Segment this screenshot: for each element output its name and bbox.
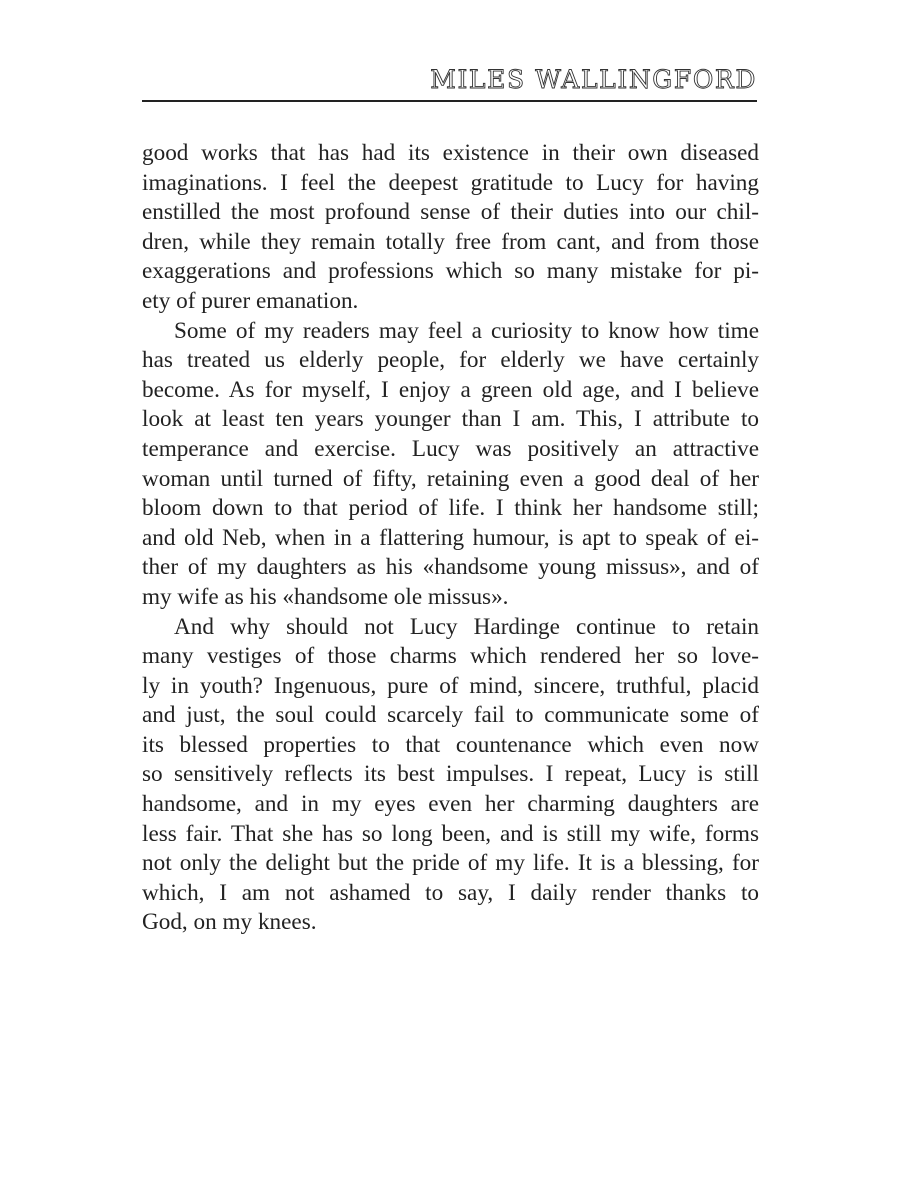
text-line: ety of purer emanation. <box>142 287 359 314</box>
text-line: handsome, and in my eyes even her charming daughters are <box>142 791 759 818</box>
text-line: its blessed properties to that countenance which even now <box>142 731 759 758</box>
text-line: and just, the soul could scarcely fail to communicate some of <box>142 702 759 729</box>
text-line: exaggerations and professions which so many mistake for pi- <box>142 258 759 285</box>
paragraph-2 <box>142 317 759 613</box>
text-line: And why should not Lucy Hardinge continue to retain <box>174 613 759 640</box>
text-line: and old Neb, when in a flattering humour, is apt to speak of ei- <box>142 524 759 551</box>
text-line: enstilled the most profound sense of their duties into our chil- <box>142 199 759 226</box>
paragraph-1 <box>142 139 759 317</box>
text-line: less fair. That she has so long been, and is still my wife, forms <box>142 820 759 847</box>
text-line: woman until turned of fifty, retaining even a good deal of her <box>142 465 759 492</box>
running-head: MILES WALLINGFORD <box>430 65 757 94</box>
text-line: many vestiges of those charms which rendered her so love- <box>142 643 759 670</box>
text-line: not only the delight but the pride of my life. It is a blessing, for <box>142 850 759 877</box>
text-line: imaginations. I feel the deepest gratitude to Lucy for having <box>142 169 759 196</box>
text-line: ther of my daughters as his «handsome young missus», and of <box>142 554 759 581</box>
text-line: bloom down to that period of life. I think her handsome still; <box>142 495 759 522</box>
text-line: God, on my knees. <box>142 909 317 936</box>
header-rule <box>142 100 757 102</box>
text-line: good works that has had its existence in their own diseased <box>142 140 759 166</box>
text-line: which, I am not ashamed to say, I daily render thanks to <box>142 879 759 906</box>
text-line: become. As for myself, I enjoy a green old age, and I believe <box>142 376 759 403</box>
text-line: my wife as his «handsome ole missus». <box>142 583 509 610</box>
text-line: temperance and exercise. Lucy was positively an attractive <box>142 435 759 462</box>
paragraph-3 <box>142 613 759 939</box>
body-text <box>142 139 759 938</box>
text-line: dren, while they remain totally free from cant, and from those <box>142 228 759 255</box>
text-line: look at least ten years younger than I am. This, I attribute to <box>142 406 759 433</box>
text-line: has treated us elderly people, for elderly we have certainly <box>142 347 759 374</box>
text-line: ly in youth? Ingenuous, pure of mind, sincere, truthful, placid <box>142 672 759 699</box>
text-line: so sensitively reflects its best impulses. I repeat, Lucy is still <box>142 761 759 788</box>
text-line: Some of my readers may feel a curiosity to know how time <box>174 317 759 344</box>
